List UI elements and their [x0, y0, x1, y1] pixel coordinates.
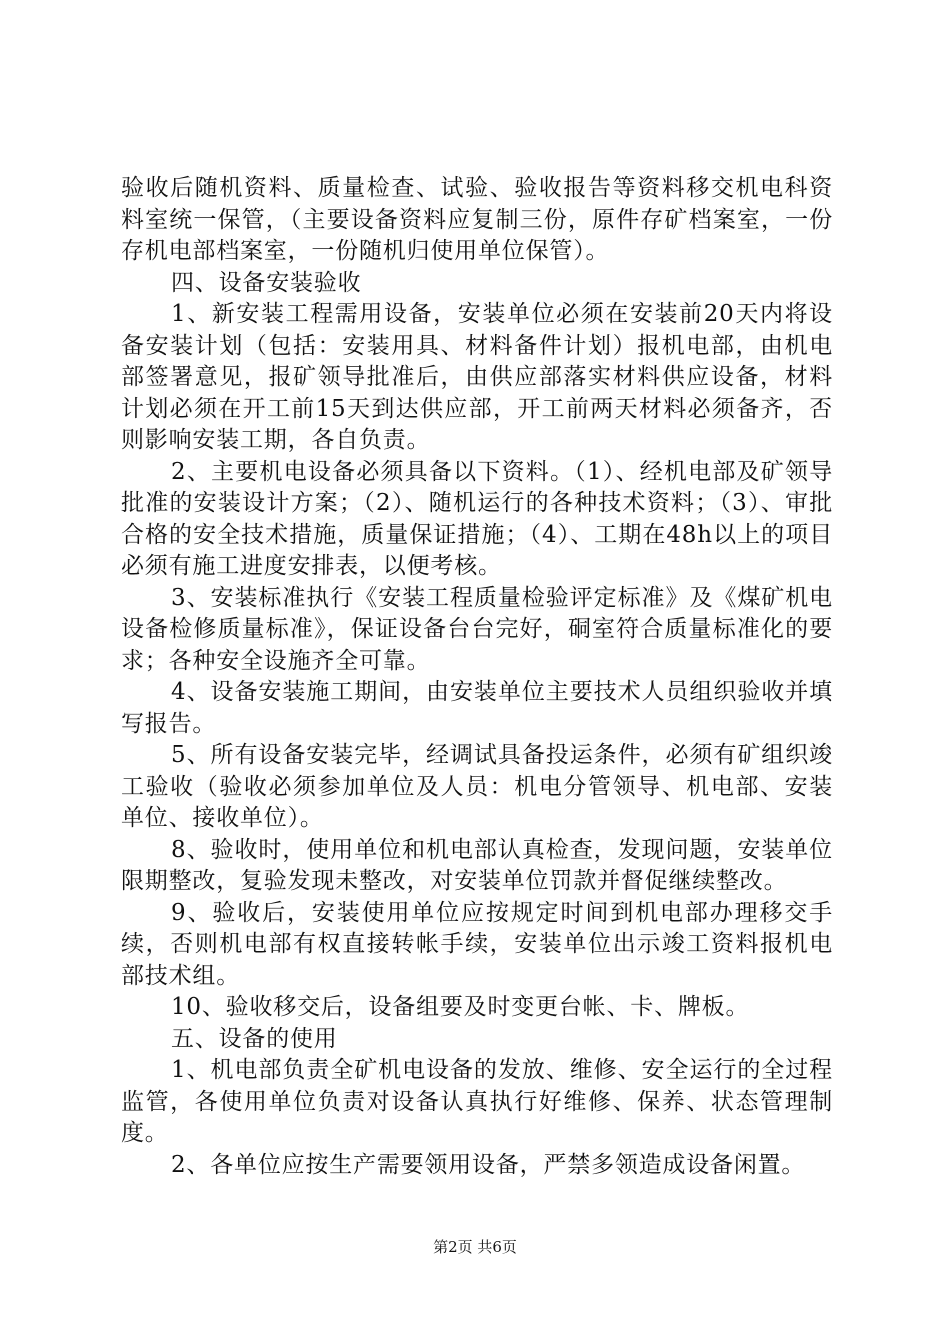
paragraph-item: 10、验收移交后，设备组要及时变更台帐、卡、牌板。	[171, 994, 750, 1020]
paragraph-item: 2、各单位应按生产需要领用设备，严禁多领造成设备闲置。	[171, 1151, 806, 1178]
paragraph-item: 4、设备安装施工期间，由安装单位主要技术人员组织验收并填写报告。	[121, 679, 833, 737]
page-number-footer: 第2页 共6页	[433, 1238, 517, 1256]
paragraph-item: 5、所有设备安装完毕，经调试具备投运条件，必须有矿组织竣工验收（验收必须参加单位及人员：机电分管领导、机电部、安装单位、接收单位）。	[121, 742, 833, 831]
document-body	[121, 173, 833, 1181]
paragraph-item: 1、新安装工程需用设备，安装单位必须在安装前20天内将设备安装计划（包括：安装用具、材料备件计划）报机电部，由机电部签署意见，报矿领导批准后，由供应部落实材料供应设备，材料计划必须在开工前15天到达供应部，开工前两天材料必须备齐，否则影响安装工期，各自负责。	[121, 301, 833, 453]
paragraph-item: 2、主要机电设备必须具备以下资料。（1）、经机电部及矿领导批准的安装设计方案；（2）、随机运行的各种技术资料；（3）、审批合格的安全技术措施，质量保证措施；（4）、工期在48h以上的项目必须有施工进度安排表，以便考核。	[121, 458, 833, 579]
paragraph-item: 1、机电部负责全矿机电设备的发放、维修、安全运行的全过程监管，各使用单位负责对设备认真执行好维修、保养、状态管理制度。	[121, 1057, 833, 1146]
paragraph-item: 3、安装标准执行《安装工程质量检验评定标准》及《煤矿机电设备检修质量标准》，保证设备台台完好，硐室符合质量标准化的要求；各种安全设施齐全可靠。	[121, 584, 833, 674]
paragraph-continuation: 验收后随机资料、质量检查、试验、验收报告等资料移交机电科资料室统一保管，（主要设备资料应复制三份，原件存矿档案室，一份存机电部档案室，一份随机归使用单位保管）。	[121, 175, 833, 264]
section-heading-4: 四、设备安装验收	[171, 269, 362, 296]
paragraph-item: 9、验收后，安装使用单位应按规定时间到机电部办理移交手续，否则机电部有权直接转帐手续，安装单位出示竣工资料报机电部技术组。	[121, 899, 833, 989]
section-heading-5: 五、设备的使用	[171, 1025, 338, 1052]
paragraph-item: 8、验收时，使用单位和机电部认真检查，发现问题，安装单位限期整改，复验发现未整改，对安装单位罚款并督促继续整改。	[121, 836, 833, 894]
